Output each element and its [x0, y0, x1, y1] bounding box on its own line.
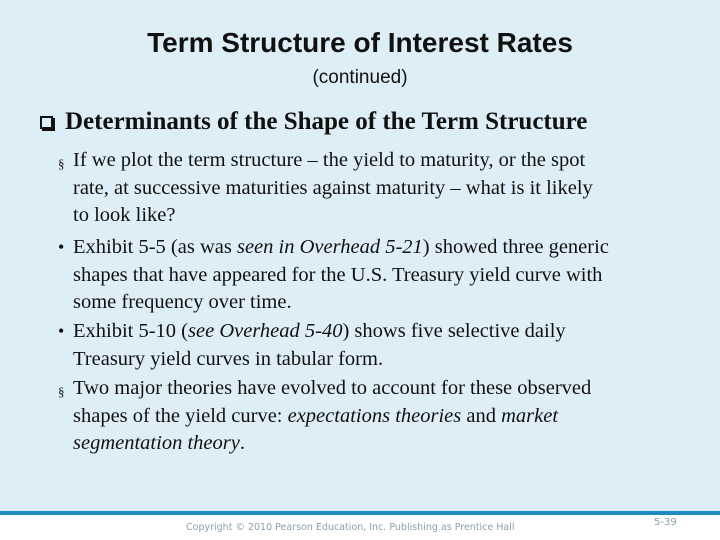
bullet-item-2: [58, 234, 698, 313]
text-line: segmentation theory.: [73, 432, 245, 454]
round-bullet-icon: •: [58, 237, 65, 257]
text-line: to look like?: [73, 204, 176, 226]
text-line: Exhibit 5-5 (as was seen in Overhead 5-21) showed three generic: [73, 236, 609, 258]
page-number: 5-39: [654, 517, 677, 528]
slide-title: Term Structure of Interest Rates: [147, 27, 573, 58]
copyright-text: Copyright © 2010 Pearson Education, Inc. Publishing as Prentice Hall: [186, 522, 515, 533]
text-line: If we plot the term structure – the yield to maturity, or the spot: [73, 149, 586, 171]
bullet-text-2: [73, 234, 609, 317]
text-line: shapes of the yield curve: expectations theories and market: [73, 404, 559, 427]
checkbox-bullet-icon: [40, 116, 53, 129]
slide-subtitle: (continued): [312, 67, 408, 88]
bullet-text-1: [73, 147, 593, 230]
bullet-text-4: [73, 375, 591, 458]
square-bullet-icon: §: [58, 384, 65, 399]
text-line: Two major theories have evolved to account for these observed: [73, 377, 592, 399]
round-bullet-icon: •: [58, 321, 65, 341]
bullet-text-3: [73, 318, 566, 373]
bullet-item-4: [58, 375, 698, 454]
text-line: Exhibit 5-10 (see Overhead 5-40) shows five selective daily: [73, 320, 566, 342]
text-line: shapes that have appeared for the U.S. Treasury yield curve with: [73, 263, 603, 286]
text-line: some frequency over time.: [73, 291, 292, 313]
text-line: Treasury yield curves in tabular form.: [73, 347, 384, 370]
bullet-item-1: [58, 147, 698, 226]
section-heading-text: Determinants of the Shape of the Term Structure: [65, 108, 588, 135]
bullet-item-3: [58, 318, 698, 370]
section-heading: [40, 108, 700, 136]
text-line: rate, at successive maturities against maturity – what is it likely: [73, 176, 593, 199]
square-bullet-icon: §: [58, 156, 65, 171]
